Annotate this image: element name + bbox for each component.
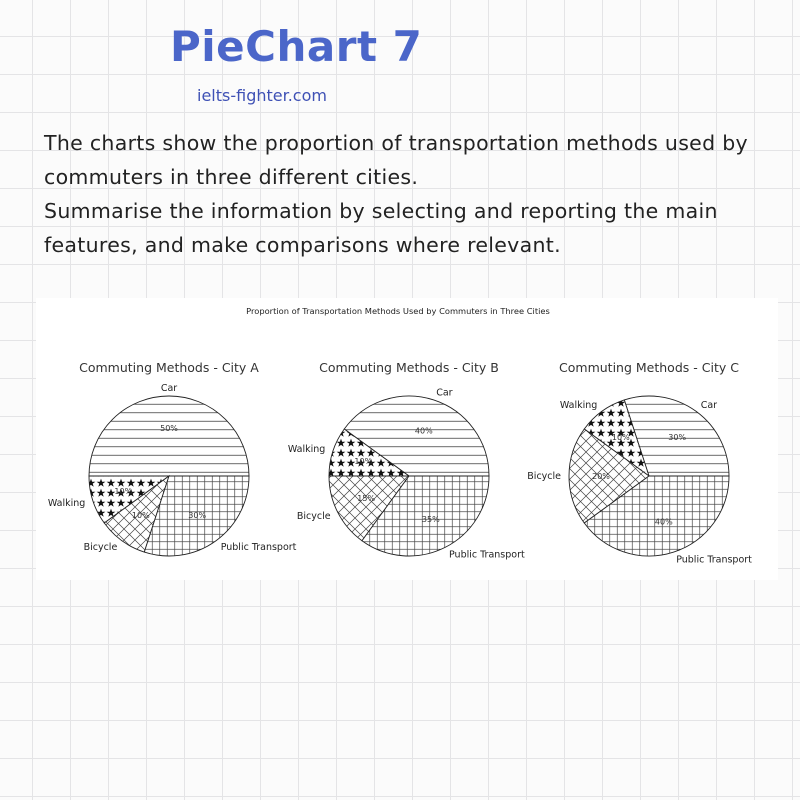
- site-link[interactable]: ielts-fighter.com: [197, 86, 327, 105]
- slice-label: Walking: [47, 498, 86, 510]
- slice-label: Walking: [287, 443, 326, 455]
- slice-label: Bicycle: [527, 471, 561, 482]
- slice-car: [89, 396, 249, 476]
- chart-title: Proportion of Transportation Methods Used by Commuters in Three Cities: [246, 306, 550, 316]
- prompt-line-1: The charts show the proportion of transportation methods used by commuters in three different cities.: [44, 131, 748, 189]
- pie-title: Commuting Methods - City B: [319, 360, 499, 375]
- pie-charts: [36, 298, 778, 580]
- slice-label: Public Transport: [220, 542, 297, 554]
- slice-value-label: 10%: [354, 457, 373, 467]
- pie-2: [288, 360, 525, 560]
- slice-value-label: 10%: [611, 433, 630, 443]
- chart-panel: [36, 298, 778, 580]
- pie-title: Commuting Methods - City C: [559, 360, 739, 375]
- slice-value-label: 50%: [160, 424, 178, 433]
- slice-label: Bicycle: [83, 542, 118, 554]
- pie-1: [48, 360, 297, 556]
- slice-label: Walking: [559, 399, 598, 411]
- slice-value-label: 40%: [654, 517, 673, 527]
- slice-label: Car: [160, 383, 178, 394]
- task-prompt: [44, 126, 794, 262]
- pie-title: Commuting Methods - City A: [79, 360, 259, 375]
- slice-label: Car: [700, 399, 718, 411]
- slice-label: Car: [436, 387, 453, 399]
- slice-value-label: 10%: [131, 510, 150, 520]
- slice-value-label: 30%: [188, 510, 207, 520]
- prompt-line-2: Summarise the information by selecting and reporting the main features, and make comparisons where relevant.: [44, 199, 718, 257]
- slice-value-label: 15%: [357, 493, 376, 503]
- slice-value-label: 10%: [114, 486, 133, 496]
- slice-value-label: 35%: [421, 514, 440, 524]
- slice-label: Bicycle: [296, 511, 331, 522]
- page-title: PieChart 7: [170, 22, 423, 71]
- slice-value-label: 40%: [414, 426, 433, 436]
- slice-label: Public Transport: [449, 549, 525, 561]
- pie-3: [527, 360, 752, 566]
- slice-value-label: 20%: [592, 472, 610, 481]
- slice-value-label: 30%: [668, 433, 687, 443]
- slice-label: Public Transport: [676, 554, 752, 566]
